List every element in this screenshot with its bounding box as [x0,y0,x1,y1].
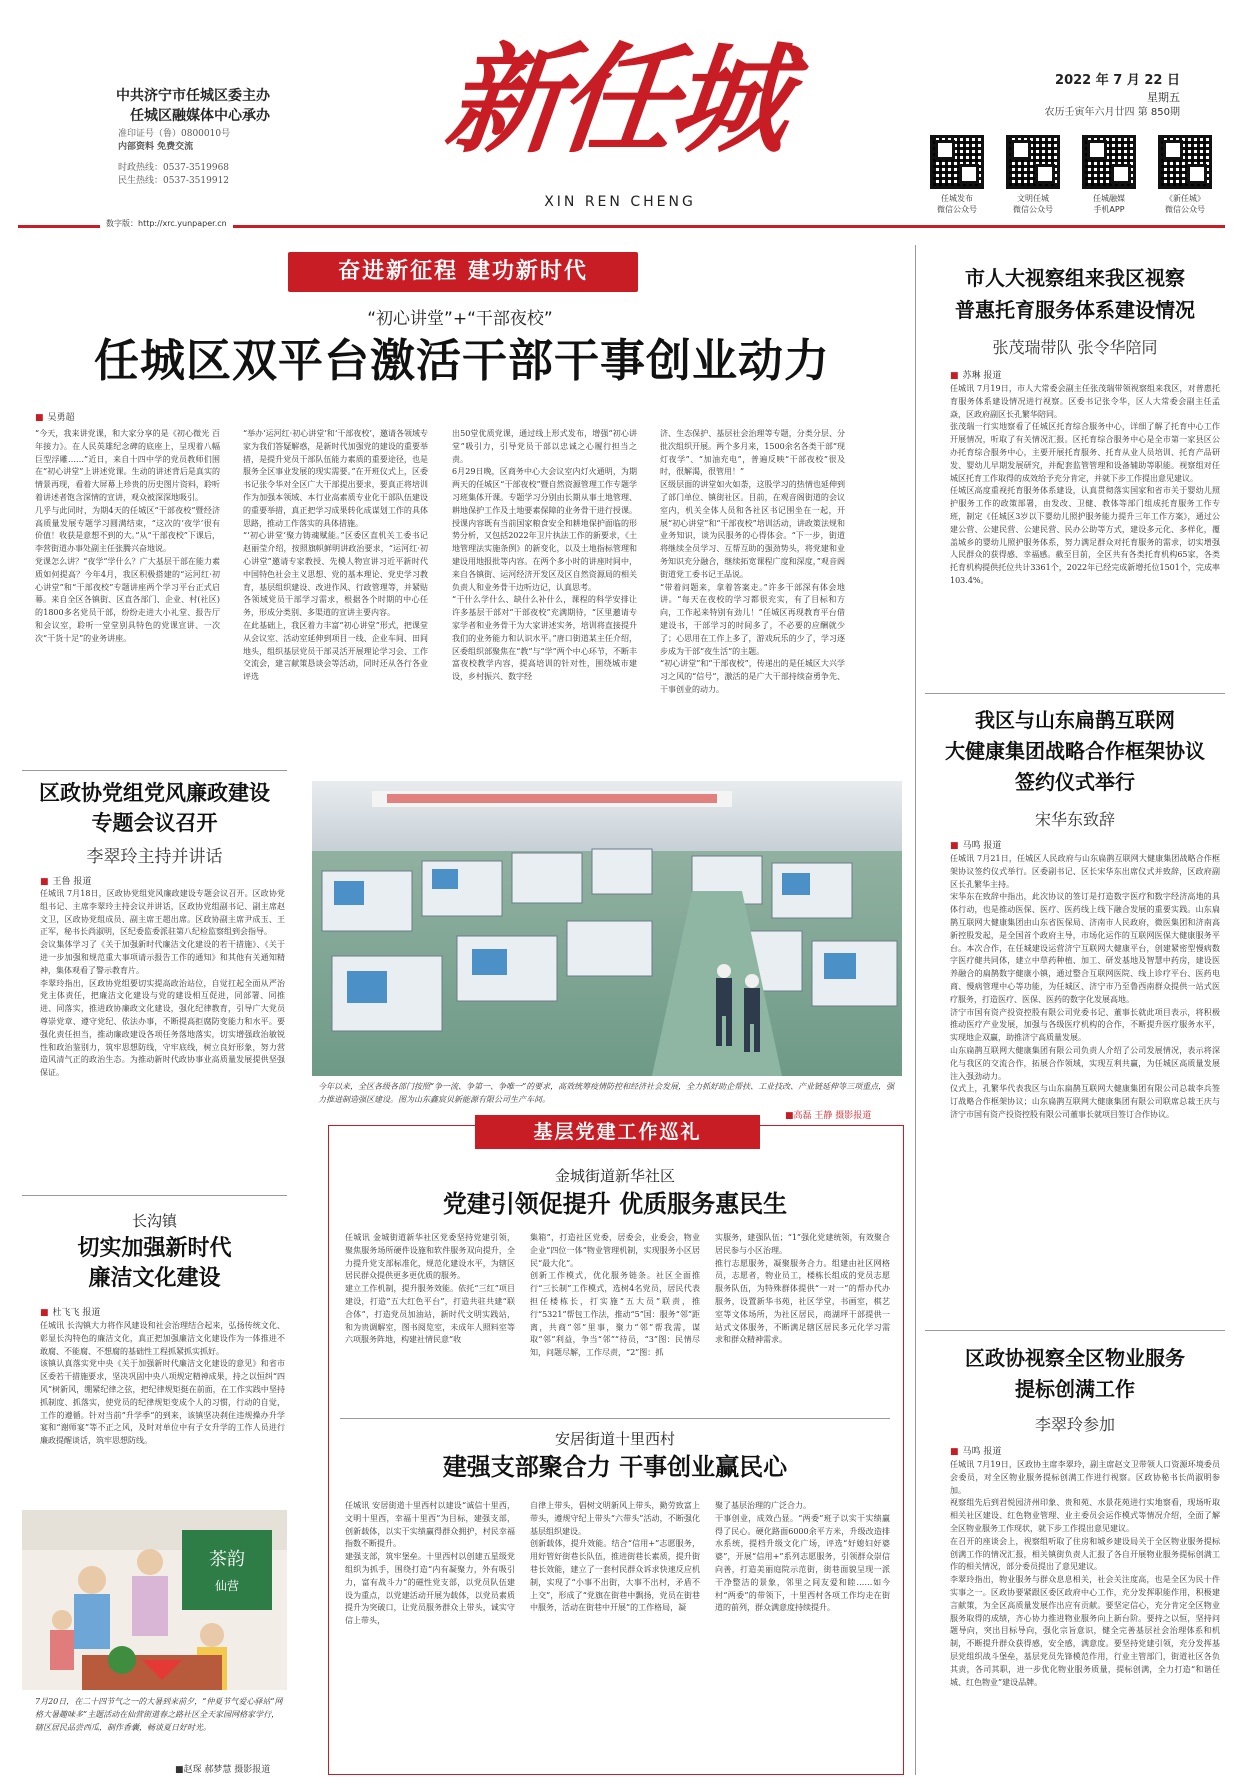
right-story1-headline: 市人大视察组来我区视察 普惠托育服务体系建设情况 [955,266,1195,322]
main-col-3: 出50堂优质党课，通过线上形式发布，增强“初心讲堂”吸引力，引导党员干部以忠诚之心履行担当之责。 6月29日晚，区商务中心大会议室内灯火通明，为期两天的任城区“干部夜校”暨自然资源管理工作专题学习班集体开课。专题学习分别由长期从事土地管理、耕地保护工作及土地要素保障的业务骨干进行授课。授课内容既有当前国家粮食安全和耕地保护面临的形势分析，又包括2022年卫片执法工作的新要求，《土地管理法实施条例》的新变化，以及土地指标管理和建设用地报批等内容。在两个多小时的讲座时间中，来自各镇街、运河经济开发区及区自然资源局的相关负责人和业务骨干边听边记，认真思考。 “干什么学什么、缺什么补什么，课程的科学安排让许多基层干部对“干部夜校”充满期待，“区里邀请专家学者和业务骨干为大家讲述实务，培训将直接提升我们的业务能力和认识水平。”唐口街道某主任介绍，区委组织部聚焦在“教”与“学”两个中心环节，不断丰富夜校教学内容，提高培训的针对性，围绕城市建设，乡村振兴、数字经 [452,429,637,682]
qr-code-3 [1082,135,1136,189]
right-story1-byline: ■ 苏琳 报道 [950,371,1002,381]
main-col-1: “今天，我来讲党课，和大家分享的是《初心微光 百年接力》。在人民英雄纪念碑的底座上，呈现着八幅巨型浮雕……”近日，来自十四中学的党员教师们围在“初心讲堂”上讲述党课。生动的讲述背后是真实的情景再现，看着大屏幕上珍贵的历史图片资料，聆听着讲述者饱含深情的宣讲，观众被深深地吸引。 几乎与此同时，为期4天的任城区“干部夜校”暨经济高质量发展专题学习圆满结束，“这次的‘夜学’很有价值！收获是意想不到的大。”从“干部夜校”下课后，李营街道办事处副主任张腾兴奋地说。 党课怎么讲？“夜学”学什么？广大基层干部在能力素质如何提高？今年4月，我区积极搭建的“运河红·初心讲堂”和“干部夜校”专题讲座两个学习平台正式启幕。来自全区各镇街、区直各部门、企业、村(社区)的1800多名党员干部，纷纷走进大小礼堂、报告厅和会议室，聆听一堂堂别具特色的党课宣讲、一次次“干货十足”的业务讲座。 [35,429,220,643]
patrol-story1-headline: 党建引领促提升 优质服务惠民生 [442,1190,788,1218]
logo-text: 新任城 [439,30,791,169]
organizer: 任城区融媒体中心承办 [130,108,270,124]
section-banner: 奋进新征程 建功新时代 [288,252,638,292]
factory-floor-image [312,781,902,1076]
patrol-story1-kicker: 金城街道新华社区 [554,1167,675,1185]
left-story2-headline: 切实加强新时代 廉洁文化建设 [77,1236,232,1291]
right-story2-byline: ■ 马鸣 报道 [950,841,1002,851]
right-story3-headline: 区政协视察全区物业服务 提标创满工作 [965,1346,1185,1401]
internal-note: 内部资料 免费交流 [118,142,194,152]
masthead-meta [118,128,248,188]
factory-photo-credit: ■高磊 王静 摄影报道 [785,1111,872,1121]
patrol-story2-kicker: 安居街道十里西村 [554,1430,675,1448]
left-story2-byline: ■ 杜飞飞 报道 [40,1308,101,1318]
patrol-story1-col1: 任城讯 金城街道新华社区党委坚持党建引领，聚焦服务场所硬件设施和软件服务双向提升，全力提升党支部标准化，规范化建设水平，为辖区居民群众提供更多更优质的服务。 建立工作机制，提升服务效能。依托“三红”项目建设，打造“五大红色平台”，打造共驻共建“联合体”，打造党员加油站，新时代文明实践站，和为贵调解室，图书阅览室，未成年人照料室等六项服务阵地，构建社情民意“收 [345,1233,515,1345]
livelihood-hotline: 民生热线：0537-3519912 [118,176,230,186]
main-headline: 任城区双平台激活干部干事创业动力 [93,334,830,387]
issue-date [990,72,1180,120]
patrol-story2-col3: 聚了基层治理的广泛合力。 干事创业，成效凸显。“两委”班子以实干实绩赢得了民心。硬化路面6000余平方米，升级改造排水系统，提档升级文化广场，评选“好媳妇好婆婆”，开展“信用+”系列志愿服务，引领群众崇信向善，打造美丽庭院示范街，街巷面貌呈现一派干净整洁的景象，邻里之间友爱和睦……如今村“两委”的带领下，十里西村各项工作均走在街道的前列，群众满意度持续提升。 [715,1501,890,1613]
license: 准印证号（鲁）0800010号 [118,129,231,139]
right-story2-headline: 我区与山东扁鹊互联网 大健康集团战略合作框架协议 签约仪式举行 [945,708,1205,794]
right-story1-body: 任城讯 7月19日，市人大常委会副主任张茂瑞带领视察组来我区，对普惠托育服务体系建设情况进行视察。区委书记张令华，区人大常委会副主任孟焱，区政府副区长孔繁华陪同。 张茂瑞一行实地察看了任城区托育综合服务中心，详细了解了托育中心工作开展情况，听取了有关情况汇报。区托育综合服务中心是全市第一家县区公办托育综合服务中心，主要开展托育服务、托育从业人员培训、托育产品研发、婴幼儿早期发展研究，并配套监管管理和设备辅助等职能。视察组对任城区托育工作取得的成效给予充分肯定，并就下步工作提出意见建议。 任城区高度重视托育服务体系建设，认真贯彻落实国家和省市关于婴幼儿照护服务工作的政策部署，由发改、卫健、教体等部门组成托育服务工作专班，制定《任城区3岁以下婴幼儿照护服务能力提升三年工作方案》，通过公建公营、公建民营、公建民营、民办公助等方式，建设多元化、多样化，覆盖城乡的婴幼儿照护服务体系，努力满足群众对托育服务的需求，切实增强人民群众的获得感、幸福感。截至目前，全区共有各类托育机构65家，各类托育机构提供托位共计3361个，2022年已经完成新增托位1501个，完成率103.4%。 [950,384,1220,585]
sign-text-2: 仙营 [214,1579,240,1593]
patrol-story2-col1: 任城讯 安居街道十里西村以建设“诚信十里西，文明十里西，幸福十里西”为目标，建强支部，创新载体，以实干实绩赢得群众拥护，村民幸福指数不断提升。 建强支部，筑牢堡垒。十里西村以创建五星级党组织为抓手，围绕打造“内有凝聚力，外有吸引力，富有战斗力”的磁性党支部，以党员队伍建设为重点，以党建活动开展为载体，以党员素质提升为突破口，让党员服务群众上带头，诚实守信上带头， [345,1501,515,1626]
community-event-image [22,1510,287,1690]
qr-label-3: 任城融媒 手机APP [1093,194,1125,214]
left-story2-body: 任城讯 长沟镇大力将作风建设和社会治理结合起来，弘扬传统文化、彰显长沟特色的廉洁文化，真正把加强廉洁文化建设作为一体推进不敢腐、不能腐、不想腐的基础性工程抓紧抓实抓好。 该镇认真落实党中央《关于加强新时代廉洁文化建设的意见》和省市区委若干措施要求，坚决巩固中央八项规定精神成果，持之以恒纠“四风”树新风，绷紧纪律之弦，把纪律规矩挺在前面，在工作实践中坚持抓制度、抓落实，使党员的纪律规矩变成个人的习惯，行动的自觉，工作的遵循。针对当前“升学季”的到来，该镇坚决刹住违规操办升学宴和“谢师宴”等不正之风，及时对单位中有子女升学的工作人员进行廉政提醒谈话，筑牢思想防线。 [40,1321,285,1446]
right-story3-subhead: 李翠玲参加 [1034,1415,1115,1434]
right-divider-2 [925,1330,1225,1331]
patrol-story2-col2: 自律上带头，倡树文明新风上带头，勤劳致富上带头，遵规守纪上带头“六带头”活动，不断强化基层组织建设。 创新载体，提升效能。结合“信用+”志愿服务，用好管好街巷长队伍，推进街巷长素质，提升街巷长效能，建立了一套村民群众诉求快速反应机制，实现了“小事不出街，大事不出村，矛盾不上交”，形成了“党旗在街巷中飘扬，党员在街巷中服务，活动在街巷中开展”的工作格局，凝 [530,1501,700,1613]
left-story1-subhead: 李翠玲主持并讲话 [86,847,223,867]
right-story3-body: 任城讯 7月19日，区政协主席李翠玲，副主席赵文卫带领人口资源环境委员会委员，对全区物业服务提标创满工作进行视察。区政协秘书长尚淑明参加。 视察组先后到君悦园济州印象、贵和苑、水景花苑进行实地察看，现场听取相关社区建设、红色物业管理、业主委员会运作模式等情况介绍，全面了解全区物业服务工作现状，就下步工作提出意见建议。 在召开的座谈会上，视察组听取了住房和城乡建设局关于全区物业服务提标创满工作的情况汇报，相关镇街负责人汇报了各自开展物业服务提标创满工作的相关情况，部分委员提出了意见建议。 李翠玲指出，物业服务与群众息息相关，社会关注度高，也是全区为民十件实事之一。区政协要紧跟区委区政府中心工作，充分发挥职能作用，积极建言献策，为全区高质量发展作出应有贡献。要坚定信心，充分肯定全区物业服务取得的成绩，齐心协力推进物业服务向上新台阶。要持之以恒，坚持问题导向，突出目标导向，强化宗旨意识，健全完善基层社会治理体系和机制，不断提升群众获得感，安全感，满意度。要坚持党建引领，充分发挥基层党组织战斗堡垒，基层党员先锋模范作用，行业主管部门，街道社区各负其责，各司其职，进一步优化物业服务质量，提标创满，全力打造“和谐任城、红色物业”建设品牌。 [950,1460,1220,1687]
community-photo-caption: 7月20日，在二十四节气之一的大暑到来前夕，“仲夏节气爱心驿站”网格大暑趣味多”主题活动在仙营街道春之路社区全天家园网格家学行，辖区居民品尝西瓜，制作香囊，畅谈夏日好时光。 [35,1697,283,1732]
patrol-story1-col2: 集箱”，打造社区党委，居委会，业委会，物业企业“四位一体”物业管理机制，实现服务小区居民“最大化”。 创新工作模式，优化服务链条。社区全面推行“三长制”工作模式，选树4名党员，居民代表担任楼栋长，打实施“五大员”联责，推行“5321”帮包工作法，推动“5”国：服务“邻”距离，共商“邻”里事，聚力“邻”帮我需，谋取“邻”利益，争当“邻”“待员，“3”图：民情尽知，问题尽解，工作尽责，“2”图：抓 [530,1233,700,1358]
community-photo-credit: ■赵琛 郝梦慧 摄影报道 [175,1765,271,1775]
right-story1-subhead: 张茂瑞带队 张令华陪同 [992,338,1158,357]
left-story1-body: 任城讯 7月18日，区政协党组党风廉政建设专题会议召开。区政协党组书记、主席李翠玲主持会议并讲话，区政协党组副书记、副主席赵文卫，区政协党组成员、副主席王超出席。区政协副主席尹成玉、王正军，秘书长尚淑明，区纪委监委派驻第八纪检监察组到会指导。 会议集体学习了《关于加强新时代廉洁文化建设的若干措施》、《关于进一步加强和规范重大事项请示报告工作的通知》和其他有关通知精神，集体观看了警示教育片。 李翠玲指出，区政协党组要切实提高政治站位，自觉扛起全面从严治党主体责任，把廉洁文化建设与党的建设相互促进，同部署、同推进、同落实，推进政协廉政文化建设，强化纪律教育，引导广大党员尊崇党章、遵守党纪、依法办事，不断提高拒腐防变能力和水平。要强化责任担当，推动廉政建设各项任务落地落实，切实增强政治敏锐性和政治鉴别力，筑牢思想防线，守牢底线，树立良好形象，努力营造风清气正的政治生态。为推动新时代政协事业高质量发展提供坚强保证。 [40,889,285,1078]
main-col-2: “举办‘运河红·初心讲堂’和‘干部夜校’，邀请各领域专家为我们答疑解惑，是新时代加强党的建设的重要举措，是提升党员干部队伍能力素质的重要途径，也是服务全区事业发展的现实需要。”在开班仪式上，区委书记张令华对全区广大干部提出要求，要真正将培训作为加强本领域、本行业高素质专业化干部队伍建设的重要举措，真正把学习成果转化成谋划工作的具体思路，推动工作落实的具体措施。 “‘初心讲堂’聚力铸魂赋能。”区委区直机关工委书记赵丽莹介绍，按照旗帜鲜明讲政治要求，“运河红·初心讲堂”邀请专家教授、先模人物宣讲习近平新时代中国特色社会主义思想、党的基本理论、党史学习教育，基层组织建设、改进作风、行政管理等，并紧贴各领域党员干部学习需求，根据各个时期的中心任务，形成分类别、多渠道的宣讲主要内容。 在此基础上，我区着力丰富“初心讲堂”形式，把课堂从会议室、活动室延伸到项目一线、企业车间、田间地头，组织基层党员干部灵活开展理论学习会、工作交流会，建言献策恳谈会等活动，同时还从各行各业评选 [243,429,428,682]
left-divider-2 [22,1195,287,1196]
qr-label-1: 任城发布 微信公众号 [937,194,977,214]
patrol-divider [340,1418,890,1419]
masthead-left [70,86,270,126]
qr-code-1 [930,135,984,189]
hotline: 时政热线：0537-3519968 [118,163,230,173]
newspaper-logo [380,30,850,180]
right-story3-byline: ■ 马鸣 报道 [950,1447,1002,1457]
patrol-story1-col3: 实服务，建强队伍；“1”强化党建统领，有效聚合居民参与小区治理。 推行志愿服务，凝聚服务合力。组建由社区网格员，志愿者，物业员工，楼栋长组成的党员志愿服务队伍，为特殊群体提供“一对一”的帮办代办服务，设置新华书苑，社区学堂，书画室，棋艺室等文体场所，为社区居民，商湖坪干部提供一站式文体服务，不断满足辖区居民多元化学习需求和群众精神需求。 [715,1233,890,1345]
right-divider-1 [925,693,1225,694]
left-story1-headline: 区政协党组党风廉政建设 专题会议召开 [39,781,270,835]
factory-photo [312,781,902,1076]
qr-label-4: 《新任城》 微信公众号 [1165,194,1205,214]
main-kicker: “初心讲堂”+“干部夜校” [367,309,553,329]
date: 2022 年 7 月 22 日 [1055,73,1180,88]
factory-photo-caption: 今年以来，全区各级各部门按照“争一流、争第一、争唯一”的要求，高效统筹疫情防控和经济社会发展，全力抓好助企帮扶、工业技改、产业链延伸等三项重点，强力推进制造强区建设。图为山东鑫宸贝新能源有限公司生产车间。 [318,1082,895,1104]
left-story2-kicker: 长沟镇 [131,1212,177,1230]
qr-code-2 [1006,135,1060,189]
logo-pinyin: XIN REN CHENG [544,194,696,210]
col-divider-right [915,245,916,1775]
qr-code-4 [1158,135,1212,189]
sign-text-1: 茶韵 [209,1549,245,1570]
digital-edition: 数字版：http://xrc.yunpaper.cn [100,218,233,229]
patrol-story2-headline: 建强支部聚合力 干事创业赢民心 [442,1453,788,1481]
left-story1-byline: ■ 王鲁 报道 [40,877,92,887]
byline-mark: ■ [35,413,44,423]
weekday: 星期五 [1147,91,1180,104]
right-story2-body: 任城讯 7月21日，任城区人民政府与山东扁鹊互联网大健康集团战略合作框架协议签约仪式举行。区委副书记、区长宋华东出席仪式并致辞，区政府副区长孔繁华主持。 宋华东在致辞中指出，此次协议的签订是打造数字医疗和数字经济高地的具体行动，也是推动医保、医疗、医药线上线下融合发展的重要实践。山东扁鹊互联网大健康集团由山东省医保局、济南市人民政府，微医集团和济南高新控股发起，是全国首个政府主导，市场化运作的互联网医保大健康服务平台。本次合作，在任城建设运营济宁互联网大健康平台，创建紧密型慢病数字医疗健共同体，建立中草药种植、加工、研发基地及智慧中药房，建设医养融合的扁鹊数字健康小镇，通过整合互联网医院、线上诊疗平台、医药电商、慢病管理中心等功能，为任城区、济宁市乃至鲁西南群众提供一站式医疗服务，打造医疗、医保、医药的数字化发展高地。 济宁市国有资产投资控股有限公司党委书记、董事长就此项目表示，将积极推动医疗产业发展，加强与各级医疗机构的合作，不断提升医疗服务水平，实现地企双赢，助推济宁高质量发展。 山东扁鹊互联网大健康集团有限公司负责人介绍了公司发展情况，表示将深化与我区的交流合作，拓展合作领域，实现互利共赢，为任城区高质量发展注入强劲动力。 仪式上，孔繁华代表我区与山东扁鹊互联网大健康集团有限公司总裁李兵签订战略合作框架协议；山东扁鹊互联网大健康集团有限公司联席总裁王庆与济宁市国有资产投资控股有限公司董事长就项目签订合作协议。 [950,854,1220,1119]
main-byline: ■ 吴勇超 [35,413,75,423]
main-bottom-divider [22,770,287,771]
community-photo [22,1510,287,1690]
lunar-issue: 农历壬寅年六月廿四 第 850期 [1044,107,1180,118]
publisher: 中共济宁市任城区委主办 [116,88,270,104]
main-col-4: 济、生态保护、基层社会治理等专题，分类分层、分批次组织开展。两个多月来，1500余名各类干部“现灯夜学”、“加油充电”，普遍反映“干部夜校”很及时，很解渴，很管用！” 区级层面的讲堂如火如荼，这股学习的热情也延伸到了部门单位、镇街社区。目前，在观音阁街道的会议室内，机关全体人员和各社区书记围坐在一起，开展“初心讲堂”和“干部夜校”培训活动，讲政策法规和业务知识，谈为民服务的心得体会。“下一步，街道将继续全员学习、互帮互助的强劲势头，将党建和业务知识充分融合，继续拓宽课程广度和深度，”观音阁街道党工委书记王品说。 “带着问题来，拿着答案走。”许多干部深有体会地讲。“每天在夜校的学习都很充实，有了目标和方向，工作起来特别有劲儿！”任城区再现教育平台借建设书，干部学习的时间多了，不必要的应酬就少了；心思用在工作上多了，游戏玩乐的少了，学习逐步成为干部“夜生活”的主题。 “初心讲堂”和“干部夜校”，传递出的是任城区大兴学习之风的“信号”，激活的是广大干部持续奋勇争先、干事创业的动力。 [660,429,845,694]
right-story2-subhead: 宋华东致辞 [1034,810,1115,829]
patrol-banner: 基层党建工作巡礼 [475,1115,760,1149]
qr-label-2: 文明任城 微信公众号 [1013,194,1053,214]
